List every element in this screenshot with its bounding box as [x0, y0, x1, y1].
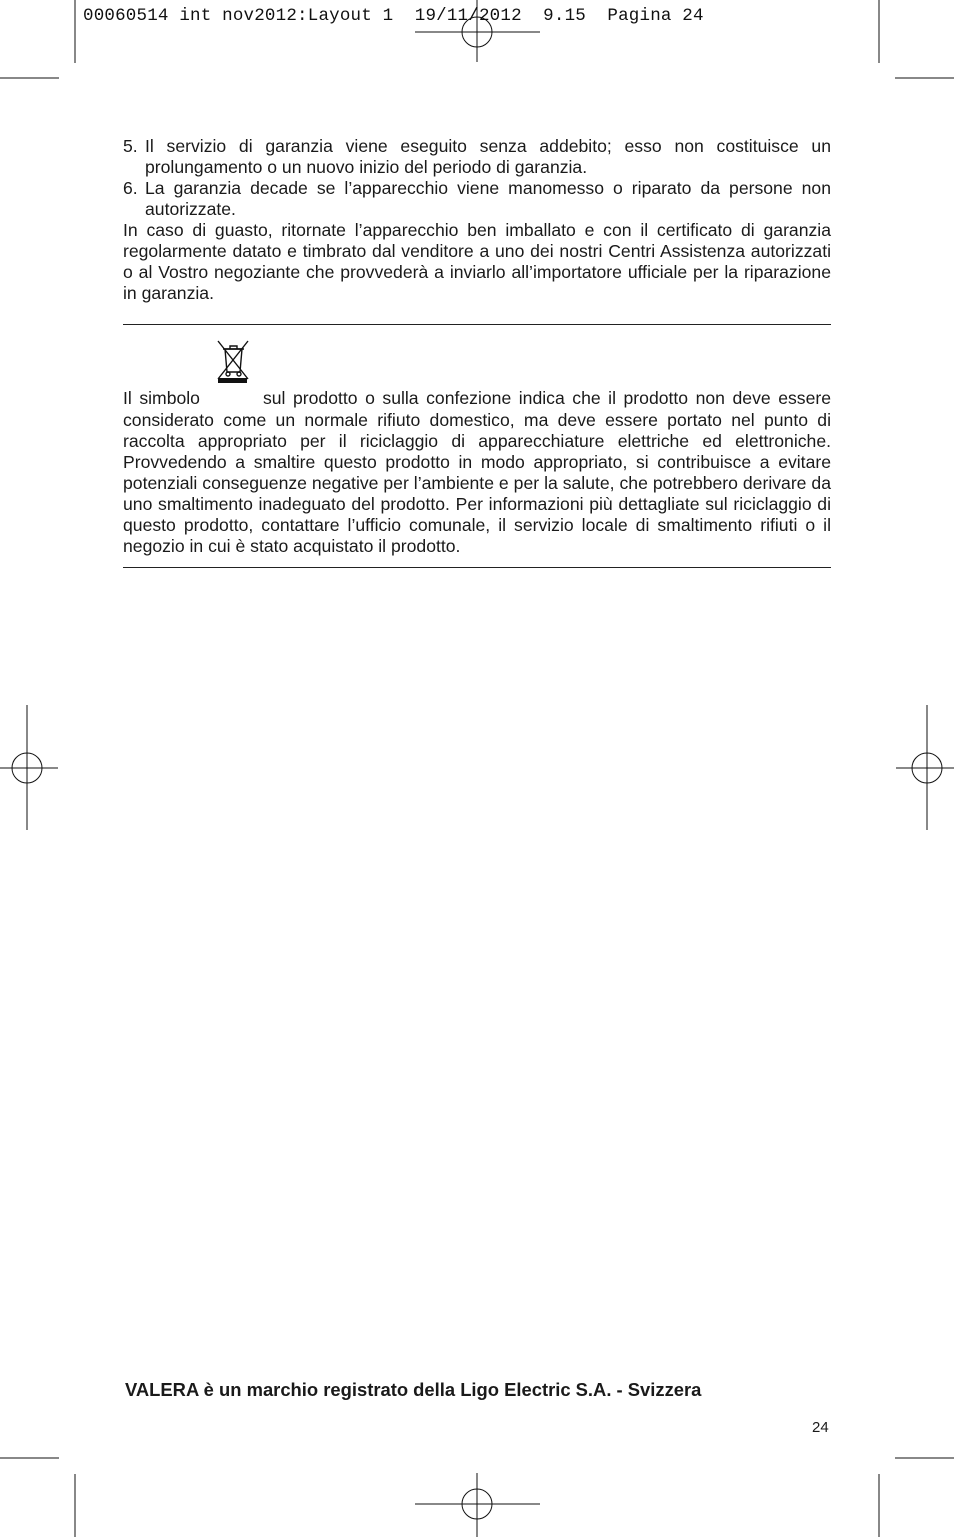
list-item-number: 5. — [123, 136, 138, 156]
print-slug-line: 00060514 int nov2012:Layout 1 19/11/2012 9.15 Pagina 24 — [83, 6, 704, 26]
list-item-number: 6. — [123, 178, 138, 198]
section-divider-top — [123, 324, 831, 325]
warranty-terms — [123, 136, 831, 304]
fault-paragraph: In caso di guasto, ritornate l’apparecchio ben imballato e con il certificato di garanzia regolarmente datato e timbrato dal venditore a uno dei nostri Centri Assistenza autorizzati o al Vostro negoziante che provvederà a inviarlo all’importatore ufficiale per la riparazione in garanzia. — [123, 220, 831, 303]
disposal-text: sul prodotto o sulla confezione indica che il prodotto non deve essere considerato come un normale rifiuto domestico, ma deve essere portato nel punto di raccolta appropriato per il riciclaggio di apparecchiature elettriche ed elettroniche. Provvedendo a smaltire questo prodotto in modo appropriato, si contribuisce a evitare potenziali conseguenze negative per l’ambiente e per la salute, che potrebbero derivare da uno smaltimento inadeguato del prodotto. Per informazioni più dettagliate sul riciclaggio di questo prodotto, contattare l’ufficio comunale, il servizio locale di smaltimento rifiuti o il negozio in cui è stato acquistato il prodotto. — [123, 388, 831, 556]
disposal-paragraph — [123, 364, 831, 557]
list-item-text: La garanzia decade se l’apparecchio viene manomesso o riparato da persone non autorizzate. — [145, 178, 831, 219]
crossed-out-wheelie-bin-icon — [216, 363, 246, 409]
registration-mark-right — [896, 705, 954, 830]
disposal-lead-in: Il simbolo — [123, 388, 200, 408]
list-item — [123, 136, 831, 178]
list-item-text: Il servizio di garanzia viene eseguito senza addebito; esso non costituisce un prolungamento o un nuovo inizio del periodo di garanzia. — [145, 136, 831, 177]
list-item — [123, 178, 831, 220]
section-divider-bottom — [123, 567, 831, 568]
page-number: 24 — [812, 1419, 829, 1436]
registration-mark-top — [415, 0, 540, 62]
brand-trademark-note: VALERA è un marchio registrato della Ligo Electric S.A. - Svizzera — [125, 1379, 702, 1400]
registration-mark-bottom — [415, 1473, 540, 1537]
registration-mark-left — [0, 705, 58, 830]
